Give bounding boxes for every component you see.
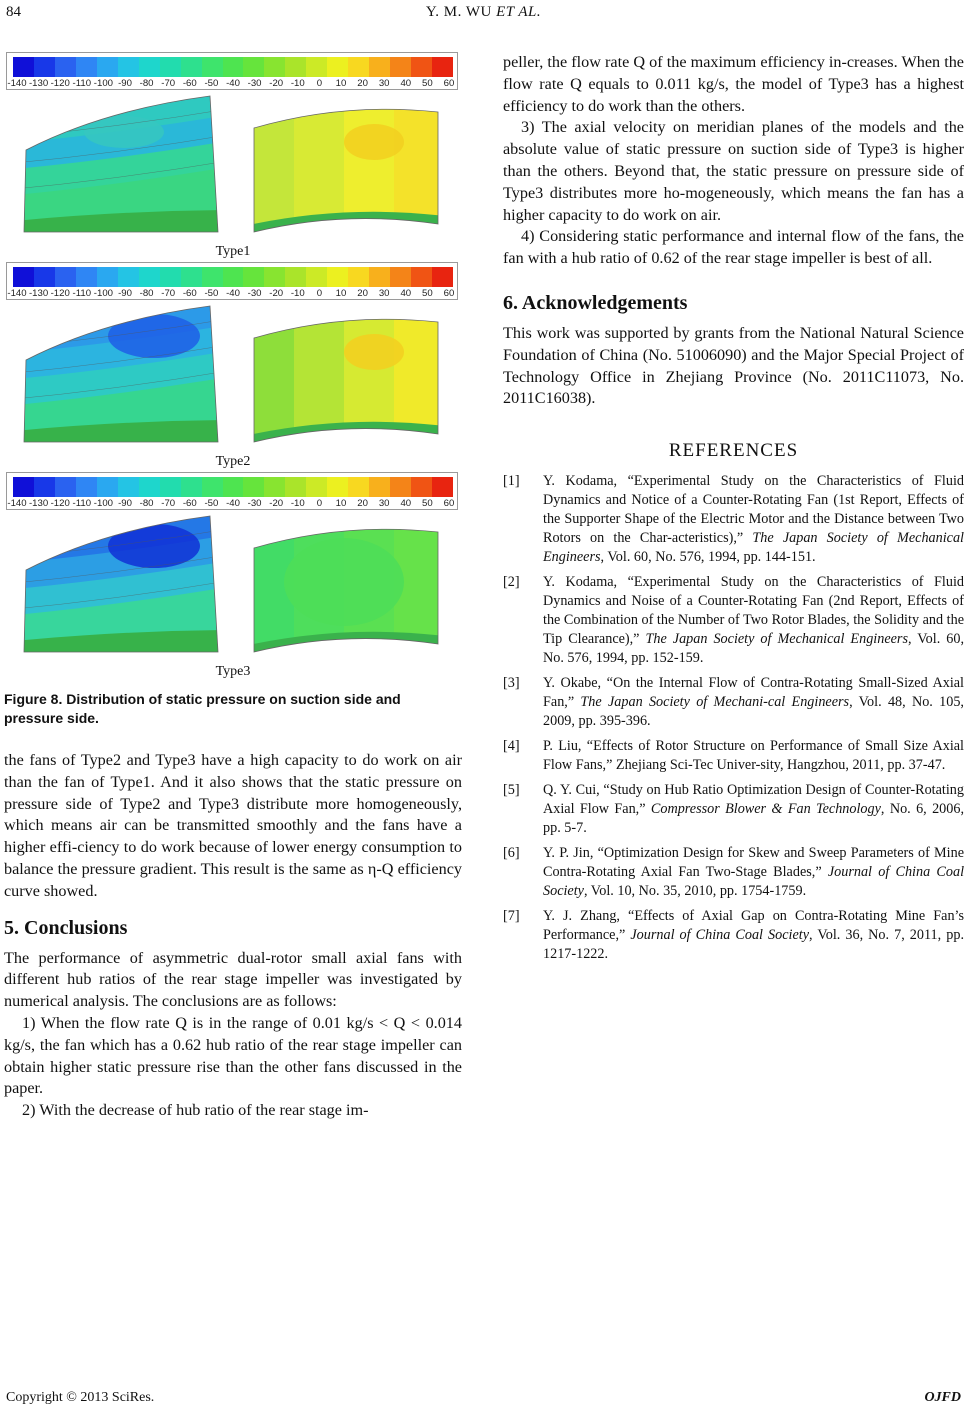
- colorbar-tick-label: -10: [290, 498, 305, 509]
- reference-item: [503, 472, 964, 567]
- colorbar-swatch: [13, 267, 34, 287]
- reference-item: [503, 781, 964, 838]
- page-header: [0, 4, 967, 24]
- colorbar-swatch: [139, 57, 160, 77]
- colorbar-tick-label: -90: [118, 288, 132, 299]
- colorbar-tick-label: -130: [28, 498, 49, 509]
- colorbar-swatch: [243, 477, 264, 497]
- colorbar-tick-label: 10: [335, 498, 347, 509]
- colorbar-swatch: [348, 477, 369, 497]
- colorbar-tick-label: -120: [50, 78, 70, 89]
- reference-text: [543, 737, 964, 775]
- reference-authors-title: Y. Kodama, “Experimental Study on the Characteristics of Fluid Dynamics and Notice of a Counter-Rotating Fan (1st Report, Effects of the Supporter Shape of the Electric Motor and the Distance between Two Rotors on the Char-acteristics),”: [543, 473, 964, 547]
- colorbar-tick-label: -30: [247, 288, 262, 299]
- figure-panel-type3: [4, 472, 462, 682]
- colorbar-tick-label: 50: [422, 288, 433, 299]
- colorbar-tick-label: -80: [139, 498, 154, 509]
- colorbar-legend: [6, 262, 458, 300]
- colorbar-tick-label: -60: [182, 78, 197, 89]
- reference-text: [543, 781, 964, 838]
- colorbar-tick-label: -130: [28, 78, 49, 89]
- colorbar-ticks: [7, 288, 459, 300]
- colorbar-swatch: [223, 477, 244, 497]
- references-heading: REFERENCES: [668, 440, 799, 462]
- conclusion-item-1: 1) When the flow rate Q is in the range of 0.01 kg/s < Q < 0.014 kg/s, the fan which has a 0.62 hub ratio of the rear stage impeller can obtain higher static pressure rise than the other fans discussed in the paper.: [4, 1013, 462, 1098]
- reference-item: [503, 844, 964, 901]
- colorbar-tick-label: -70: [161, 288, 176, 299]
- colorbar-swatch: [243, 267, 264, 287]
- page-number: 84: [6, 4, 21, 20]
- colorbar-swatch: [34, 57, 55, 77]
- colorbar-swatch: [55, 477, 76, 497]
- colorbar-swatch: [348, 57, 369, 77]
- reference-text: [543, 573, 964, 668]
- reference-list: [503, 472, 964, 964]
- acknowledgements-text: This work was supported by grants from the National Natural Science Foundation of China (No. 51006090) and the Major Special Project of Technology Office in Zhejiang Province (No. 2011C11073, No. 2011C16038).: [503, 323, 964, 408]
- colorbar-swatch: [432, 477, 453, 497]
- reference-authors-title: Y. Okabe, “On the Internal Flow of Contra-Rotating Small-Sized Axial Fan,”: [543, 675, 964, 711]
- reference-authors-title: Y. P. Jin, “Optimization Design for Skew and Sweep Parameters of Mine Contra-Rotating Axial Fan Two-Stage Blades,”: [543, 845, 964, 881]
- colorbar-swatch: [223, 57, 244, 77]
- colorbar-strip: [13, 477, 453, 497]
- right-column: [503, 52, 964, 970]
- colorbar-tick-label: -50: [204, 498, 219, 509]
- left-column: [4, 52, 462, 1122]
- colorbar-swatch: [181, 477, 202, 497]
- conclusion-item-3: 3) The axial velocity on meridian planes of the models and the absolute value of static pressure on suction side of Type3 is higher than the others. Beyond that, the static pressure on pressure side of Type3 distributes more ho-mogeneously, which means the fan has a higher capacity to do work on air.: [503, 118, 964, 224]
- reference-item: [503, 907, 964, 964]
- reference-journal: The Japan Society of Mechanical Engineers: [543, 530, 964, 566]
- reference-item: [503, 573, 964, 668]
- reference-details: , Vol. 36, No. 7, 2011, pp. 1217-1222.: [543, 927, 964, 963]
- figure-8: [4, 52, 462, 682]
- colorbar-tick-label: -110: [72, 288, 92, 299]
- colorbar-strip: [13, 267, 453, 287]
- colorbar-swatch: [285, 267, 306, 287]
- colorbar-swatch: [264, 267, 285, 287]
- colorbar-tick-label: 60: [443, 78, 455, 89]
- colorbar-tick-label: 60: [443, 498, 455, 509]
- colorbar-tick-label: -70: [161, 498, 176, 509]
- colorbar-swatch: [202, 267, 223, 287]
- colorbar-tick-label: -80: [139, 78, 154, 89]
- colorbar-tick-label: -90: [118, 78, 132, 89]
- colorbar-swatch: [411, 267, 432, 287]
- colorbar-swatch: [264, 477, 285, 497]
- colorbar-tick-label: -80: [139, 288, 154, 299]
- colorbar-swatch: [76, 477, 97, 497]
- reference-number: [3]: [503, 675, 520, 692]
- colorbar-tick-label: -70: [161, 78, 176, 89]
- panel-label: Type1: [215, 244, 251, 259]
- colorbar-swatch: [390, 57, 411, 77]
- reference-details: , Vol. 60, No. 576, 1994, pp. 152-159.: [543, 631, 964, 667]
- colorbar-tick-label: -40: [226, 288, 240, 299]
- colorbar-tick-label: -140: [7, 288, 27, 299]
- section-heading-conclusions: 5. Conclusions: [4, 916, 128, 939]
- colorbar-swatch: [202, 477, 223, 497]
- colorbar-ticks: [7, 78, 459, 90]
- panel-label: Type3: [215, 664, 251, 679]
- figure-panel-type1: [4, 52, 462, 262]
- reference-number: [7]: [503, 908, 520, 925]
- colorbar-swatch: [390, 267, 411, 287]
- contour-plots: [4, 92, 462, 240]
- colorbar-tick-label: -100: [93, 288, 113, 299]
- colorbar-tick-label: -30: [247, 498, 262, 509]
- reference-text: [543, 907, 964, 964]
- reference-authors-title: P. Liu, “Effects of Rotor Structure on Performance of Small Size Axial Flow Fans,” Zhejiang Sci-Tec Univer-sity, Hangzhou, 2011, pp. 37-47.: [543, 738, 964, 774]
- colorbar-tick-label: -40: [226, 498, 240, 509]
- colorbar-tick-label: 40: [400, 288, 412, 299]
- colorbar-tick-label: -140: [7, 498, 27, 509]
- colorbar-tick-label: -30: [247, 78, 262, 89]
- reference-number: [4]: [503, 738, 520, 755]
- colorbar-tick-label: -100: [93, 78, 113, 89]
- reference-item: [503, 737, 964, 775]
- colorbar-swatch: [76, 57, 97, 77]
- conclusion-item-2-cont: peller, the flow rate Q of the maximum efficiency in-creases. When the flow rate Q equals to 0.011 kg/s, the model of Type3 has a highest efficiency to do work than the others.: [503, 53, 964, 115]
- copyright-notice: Copyright © 2013 SciRes.: [6, 1390, 155, 1405]
- colorbar-swatch: [34, 267, 55, 287]
- running-head-authors: Y. M. WU: [425, 4, 492, 20]
- reference-authors-title: Y. Kodama, “Experimental Study on the Characteristics of Fluid Dynamics and Noise of a Counter-Rotating Fan (2nd Report, Effects of the Combination of the Number of Two Rotor Blades, the Solidity and the Tip Clearance),”: [543, 574, 964, 648]
- running-head: [0, 4, 967, 21]
- reference-number: [2]: [503, 574, 520, 591]
- colorbar-tick-label: 10: [335, 288, 347, 299]
- colorbar-tick-label: 20: [357, 288, 368, 299]
- colorbar-swatch: [348, 267, 369, 287]
- colorbar-tick-label: -10: [290, 288, 305, 299]
- colorbar-swatch: [432, 267, 453, 287]
- colorbar-tick-label: 60: [443, 288, 455, 299]
- colorbar-swatch: [97, 477, 118, 497]
- reference-number: [6]: [503, 845, 520, 862]
- colorbar-legend: [6, 472, 458, 510]
- colorbar-swatch: [411, 57, 432, 77]
- colorbar-tick-label: 0: [316, 498, 323, 509]
- colorbar-swatch: [139, 267, 160, 287]
- reference-details: , Vol. 10, No. 35, 2010, pp. 1754-1759.: [583, 883, 807, 900]
- conclusion-item-4: 4) Considering static performance and internal flow of the fans, the fan with a hub ratio of 0.62 of the rear stage impeller is best of all.: [503, 227, 964, 268]
- journal-abbrev: OJFD: [924, 1390, 961, 1405]
- colorbar-swatch: [306, 267, 327, 287]
- colorbar-swatch: [160, 267, 181, 287]
- figure-caption: Figure 8. Distribution of static pressure on suction side and pressure side.: [4, 691, 401, 726]
- colorbar-swatch: [432, 57, 453, 77]
- colorbar-swatch: [13, 477, 34, 497]
- reference-journal: Compressor Blower & Fan Technology: [650, 801, 881, 818]
- colorbar-tick-label: -100: [93, 498, 113, 509]
- colorbar-swatch: [327, 477, 348, 497]
- colorbar-tick-label: -10: [290, 78, 305, 89]
- colorbar-swatch: [306, 57, 327, 77]
- reference-text: [543, 674, 964, 731]
- colorbar-swatch: [139, 477, 160, 497]
- colorbar-swatch: [202, 57, 223, 77]
- colorbar-swatch: [369, 57, 390, 77]
- colorbar-swatch: [97, 267, 118, 287]
- reference-details: , Vol. 60, No. 576, 1994, pp. 144-151.: [600, 549, 816, 566]
- colorbar-swatch: [118, 477, 139, 497]
- colorbar-swatch: [285, 477, 306, 497]
- contour-plots: [4, 302, 462, 450]
- reference-number: [1]: [503, 473, 520, 490]
- colorbar-swatch: [118, 57, 139, 77]
- colorbar-swatch: [390, 477, 411, 497]
- colorbar-tick-label: -120: [50, 288, 70, 299]
- colorbar-swatch: [327, 267, 348, 287]
- running-head-etal: ET AL.: [496, 4, 542, 20]
- colorbar-swatch: [118, 267, 139, 287]
- colorbar-swatch: [264, 57, 285, 77]
- reference-journal: Journal of China Coal Society: [630, 927, 809, 944]
- colorbar-tick-label: -20: [269, 78, 284, 89]
- panel-label: Type2: [215, 454, 251, 469]
- colorbar-tick-label: -60: [182, 288, 197, 299]
- colorbar-swatch: [160, 477, 181, 497]
- colorbar-tick-label: 30: [378, 78, 390, 89]
- reference-journal: The Japan Society of Mechani-cal Engineers: [580, 694, 850, 711]
- figure-panel-type2: [4, 262, 462, 472]
- colorbar-tick-label: -140: [7, 78, 27, 89]
- colorbar-tick-label: -50: [204, 78, 219, 89]
- colorbar-tick-label: -40: [226, 78, 240, 89]
- colorbar-tick-label: 30: [378, 498, 390, 509]
- colorbar-swatch: [160, 57, 181, 77]
- colorbar-swatch: [55, 57, 76, 77]
- colorbar-swatch: [76, 267, 97, 287]
- reference-authors-title: Q. Y. Cui, “Study on Hub Ratio Optimization Design of Counter-Rotating Axial Flow Fan,”: [543, 782, 964, 818]
- reference-text: [543, 472, 964, 567]
- reference-details: , No. 6, 2006, pp. 5-7.: [543, 801, 964, 837]
- colorbar-swatch: [285, 57, 306, 77]
- colorbar-tick-label: 10: [335, 78, 347, 89]
- reference-text: [543, 844, 964, 901]
- colorbar-tick-label: -20: [269, 498, 284, 509]
- colorbar-swatch: [243, 57, 264, 77]
- colorbar-tick-label: -90: [118, 498, 132, 509]
- colorbar-tick-label: 0: [316, 288, 323, 299]
- colorbar-tick-label: 40: [400, 78, 412, 89]
- colorbar-swatch: [97, 57, 118, 77]
- section-heading-acknowledgements: 6. Acknowledgements: [503, 291, 688, 314]
- reference-number: [5]: [503, 782, 520, 799]
- page-footer: [0, 1390, 967, 1410]
- colorbar-swatch: [369, 477, 390, 497]
- colorbar-swatch: [55, 267, 76, 287]
- colorbar-tick-label: -120: [50, 498, 70, 509]
- colorbar-swatch: [223, 267, 244, 287]
- colorbar-swatch: [181, 57, 202, 77]
- paragraph-results: the fans of Type2 and Type3 have a high capacity to do work on air than the fan of Type1. And it also shows that the static pressure on pressure side of Type2 and Type3 distribute more homogeneously, which means air can be transmitted smoothly and the fans have a higher effi-ciency to do work because of lower energy consumption to balance the pressure gradient. This result is the same as η-Q efficiency curve showed.: [4, 751, 462, 900]
- reference-details: , Vol. 48, No. 105, 2009, pp. 395-396.: [543, 694, 964, 730]
- colorbar-strip: [13, 57, 453, 77]
- colorbar-tick-label: -130: [28, 288, 49, 299]
- colorbar-swatch: [181, 267, 202, 287]
- colorbar-tick-label: 30: [378, 288, 390, 299]
- reference-journal: Journal of China Coal Society: [543, 864, 965, 900]
- conclusion-item-2-start: 2) With the decrease of hub ratio of the rear stage im-: [22, 1101, 369, 1120]
- colorbar-tick-label: 50: [422, 78, 433, 89]
- colorbar-tick-label: -60: [182, 498, 197, 509]
- colorbar-tick-label: -110: [72, 498, 92, 509]
- colorbar-legend: [6, 52, 458, 90]
- contour-plots: [4, 512, 462, 660]
- colorbar-swatch: [306, 477, 327, 497]
- reference-authors-title: Y. J. Zhang, “Effects of Axial Gap on Contra-Rotating Mine Fan’s Performance,”: [543, 908, 964, 944]
- reference-item: [503, 674, 964, 731]
- colorbar-tick-label: 50: [422, 498, 433, 509]
- colorbar-swatch: [13, 57, 34, 77]
- conclusions-intro: The performance of asymmetric dual-rotor small axial fans with different hub ratios of the rear stage impeller was investigated by numerical analysis. The conclusions are as follows:: [4, 948, 462, 1011]
- colorbar-tick-label: 0: [316, 78, 323, 89]
- colorbar-tick-label: -50: [204, 288, 219, 299]
- colorbar-tick-label: 20: [357, 78, 368, 89]
- colorbar-swatch: [369, 267, 390, 287]
- colorbar-tick-label: 20: [357, 498, 368, 509]
- colorbar-ticks: [7, 498, 459, 510]
- colorbar-swatch: [327, 57, 348, 77]
- colorbar-swatch: [34, 477, 55, 497]
- colorbar-tick-label: -20: [269, 288, 284, 299]
- colorbar-tick-label: 40: [400, 498, 412, 509]
- colorbar-tick-label: -110: [72, 78, 92, 89]
- colorbar-swatch: [411, 477, 432, 497]
- reference-journal: The Japan Society of Mechanical Engineers: [645, 631, 908, 648]
